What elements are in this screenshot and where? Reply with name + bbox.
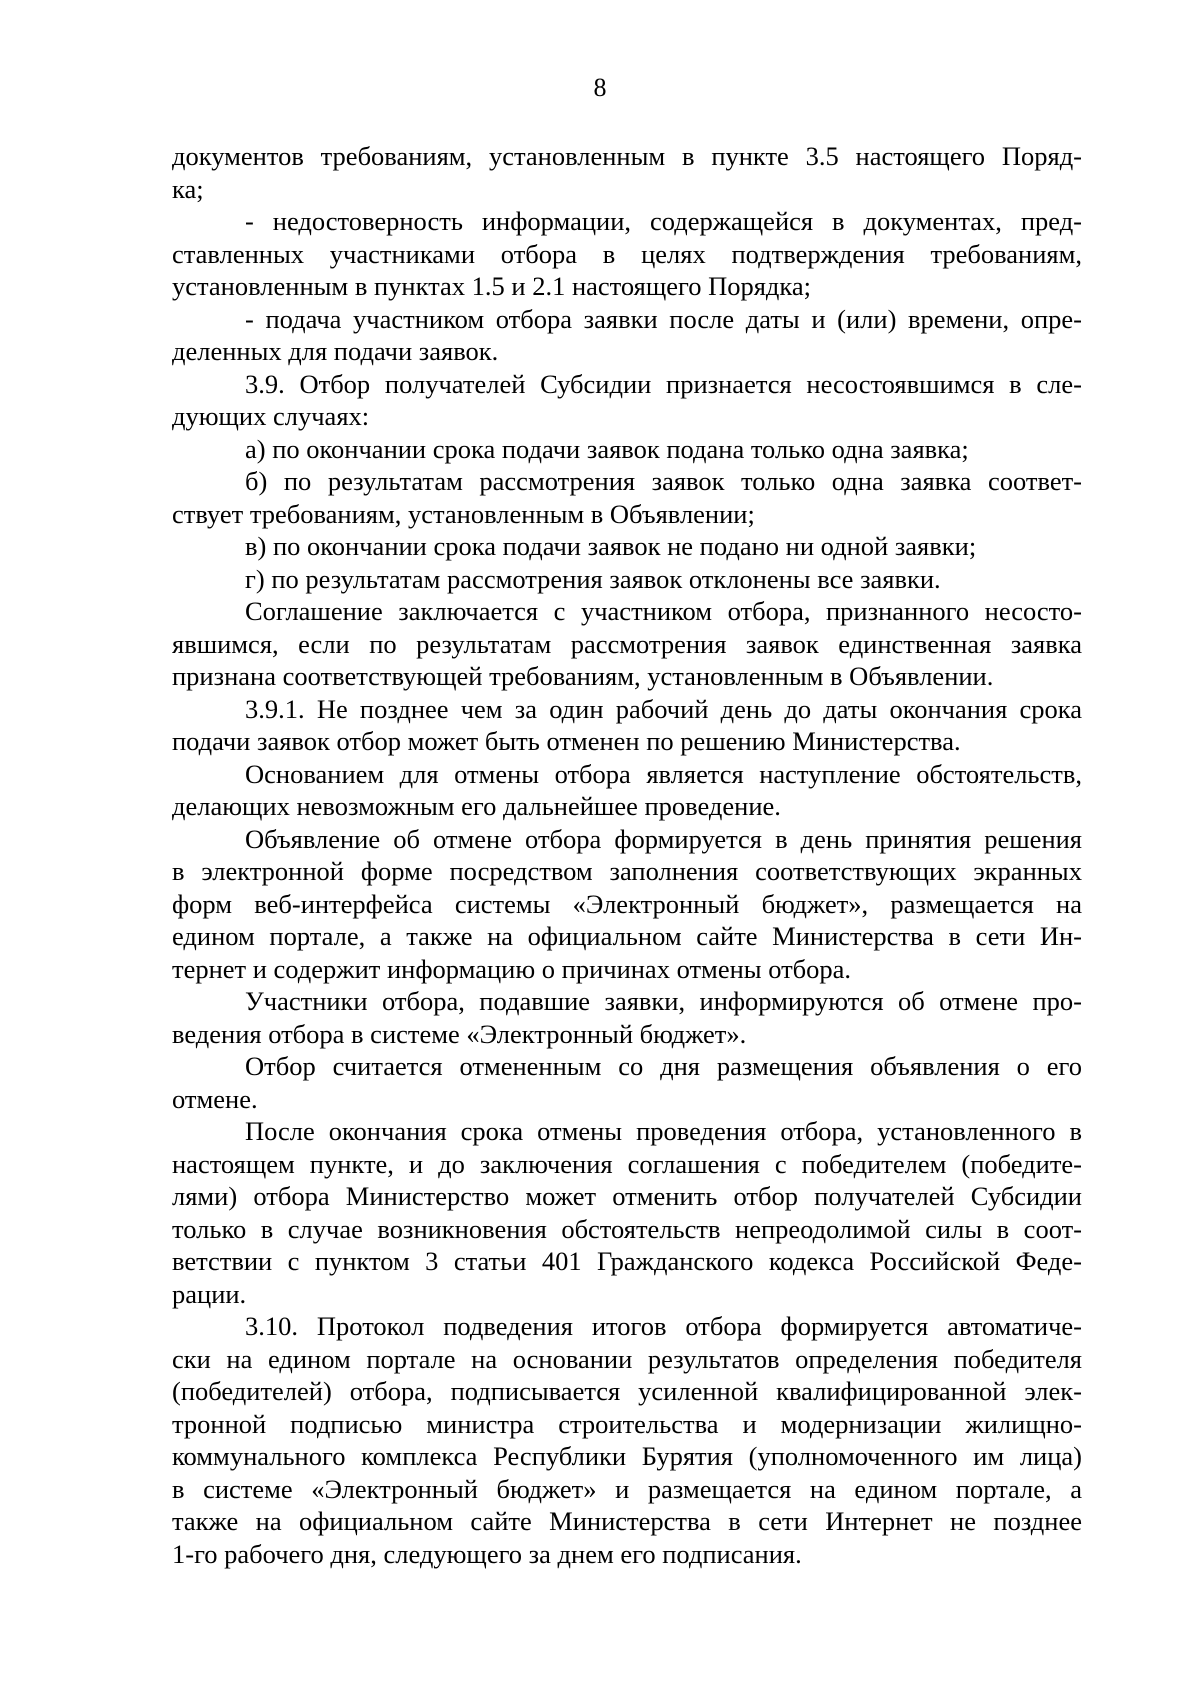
text-line: После окончания срока отмены проведения отбора, установленного в — [245, 1116, 1082, 1146]
text-line: ствует требованиям, установленным в Объявлении; — [172, 498, 755, 529]
text-line: тронной подписью министра строительства и модернизации жилищно- — [172, 1408, 1082, 1439]
text-line: едином портале, а также на официальном сайте Министерства в сети Ин- — [172, 921, 1082, 951]
text-line: документов требованиям, установленным в пункте 3.5 настоящего Поряд- — [172, 141, 1082, 171]
text-line: также на официальном сайте Министерства в сети Интернет не позднее — [172, 1506, 1082, 1536]
text-line: - недостоверность информации, содержащейся в документах, пред- — [245, 206, 1082, 236]
text-line: тернет и содержит информацию о причинах отмены отбора. — [172, 953, 852, 984]
text-line: ски на едином портале на основании результатов определения победителя — [172, 1343, 1082, 1374]
text-line: Основанием для отмены отбора является наступление обстоятельств, — [245, 758, 1082, 789]
text-line: коммунального комплекса Республики Бурятия (уполномоченного им лица) — [172, 1441, 1082, 1471]
text-line: ставленных участниками отбора в целях подтверждения требованиям, — [172, 238, 1082, 269]
text-line: ка; — [172, 173, 204, 204]
text-line: б) по результатам рассмотрения заявок только одна заявка соответ- — [245, 466, 1082, 496]
text-line: в) по окончании срока подачи заявок не подано ни одной заявки; — [245, 531, 977, 561]
text-line: отмене. — [172, 1083, 258, 1114]
text-line: лями) отбора Министерство может отменить отбор получателей Субсидии — [172, 1181, 1082, 1211]
document-body — [172, 140, 1082, 1570]
text-line: в электронной форме посредством заполнения соответствующих экранных — [172, 856, 1082, 886]
page-number: 8 — [593, 73, 607, 102]
text-line: деленных для подачи заявок. — [172, 336, 499, 366]
text-line: рации. — [172, 1278, 247, 1309]
text-line: Соглашение заключается с участником отбора, признанного несосто- — [245, 596, 1082, 626]
text-line: подачи заявок отбор может быть отменен по решению Министерства. — [172, 726, 961, 756]
text-line: Объявление об отмене отбора формируется в день принятия решения — [245, 823, 1082, 854]
text-line: 3.10. Протокол подведения итогов отбора формируется автоматиче- — [245, 1311, 1082, 1341]
text-line: ветствии с пунктом 3 статьи 401 Гражданского кодекса Российской Феде- — [172, 1246, 1082, 1276]
text-line: (победителей) отбора, подписывается усиленной квалифицированной элек- — [172, 1376, 1082, 1406]
text-line: 1-го рабочего дня, следующего за днем его подписания. — [172, 1538, 802, 1569]
text-line: форм веб-интерфейса системы «Электронный бюджет», размещается на — [172, 888, 1082, 919]
text-line: ведения отбора в системе «Электронный бюджет». — [172, 1018, 747, 1049]
text-line: г) по результатам рассмотрения заявок отклонены все заявки. — [245, 563, 941, 594]
text-line: Участники отбора, подавшие заявки, информируются об отмене про- — [245, 986, 1082, 1016]
text-line: явшимся, если по результатам рассмотрения заявок единственная заявка — [172, 628, 1082, 659]
text-line: 3.9. Отбор получателей Субсидии признается несостоявшимся в сле- — [245, 368, 1082, 399]
text-line: в системе «Электронный бюджет» и размещается на едином портале, а — [172, 1473, 1082, 1504]
text-line: 3.9.1. Не позднее чем за один рабочий день до даты окончания срока — [245, 693, 1082, 724]
text-line: а) по окончании срока подачи заявок подана только одна заявка; — [245, 433, 969, 464]
text-line: только в случае возникновения обстоятельств непреодолимой силы в соот- — [172, 1213, 1082, 1244]
text-line: дующих случаях: — [172, 401, 370, 431]
text-line: Отбор считается отмененным со дня размещения объявления о его — [245, 1051, 1082, 1081]
text-line: признана соответствующей требованиям, установленным в Объявлении. — [172, 661, 994, 691]
text-line: настоящем пункте, и до заключения соглашения с победителем (победите- — [172, 1148, 1082, 1179]
text-line: делающих невозможным его дальнейшее проведение. — [172, 791, 781, 821]
text-line: установленным в пунктах 1.5 и 2.1 настоящего Порядка; — [172, 271, 811, 301]
text-line: - подача участником отбора заявки после даты и (или) времени, опре- — [245, 303, 1082, 334]
